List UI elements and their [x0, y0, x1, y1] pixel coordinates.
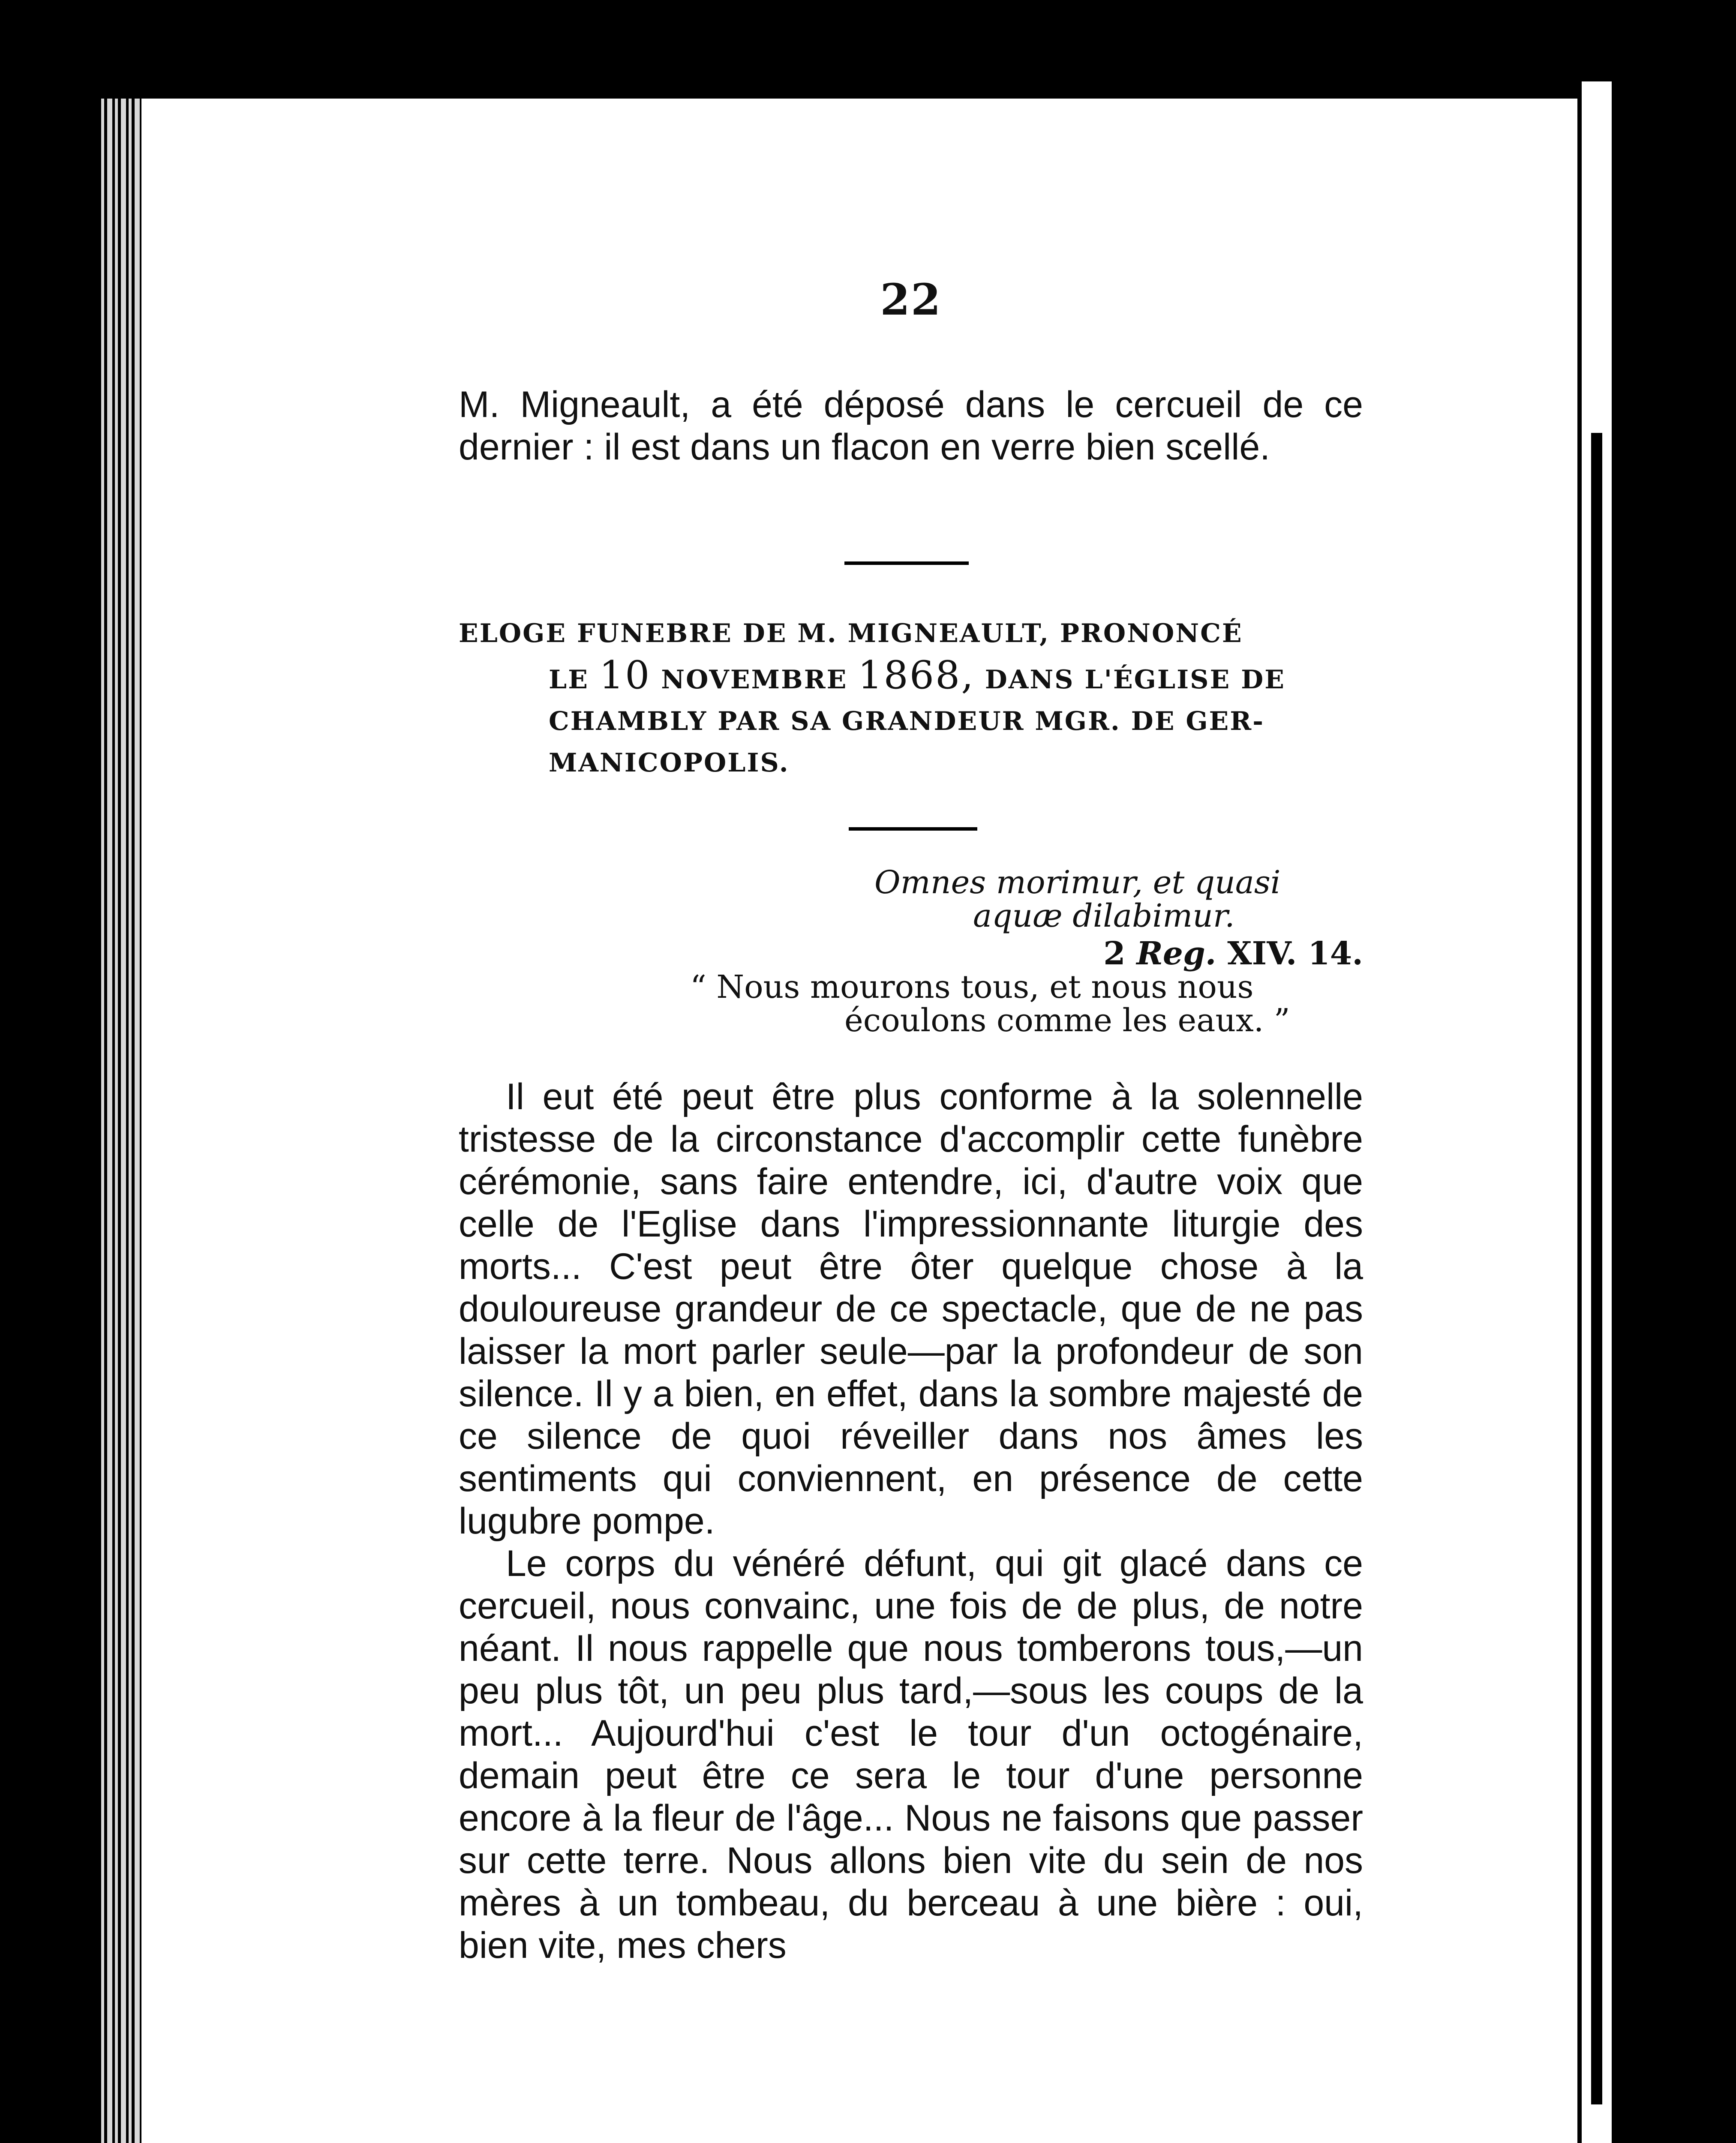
- page-number: 22: [880, 274, 942, 325]
- epigraph-latin-line-1: Omnes morimur, et quasi: [874, 864, 1281, 901]
- heading-line-2-pre: LE: [549, 665, 589, 695]
- heading-line-2: [459, 654, 1363, 701]
- epigraph-french-line-2: écoulons comme les eaux. ”: [844, 1002, 1290, 1039]
- epigraph-french-line-1: “ Nous mourons tous, et nous nous: [690, 969, 1254, 1005]
- separator-rule: [844, 561, 969, 565]
- epigraph-latin-line-2: aquæ dilabimur.: [973, 897, 1235, 934]
- ref-book: Reg.: [1136, 935, 1216, 972]
- heading-line-3: CHAMBLY PAR SA GRANDEUR MGR. DE GER-: [549, 706, 1265, 736]
- heading-line-4: MANICOPOLIS.: [549, 748, 790, 778]
- epigraph: [690, 864, 1363, 1039]
- heading-line-1: ELOGE FUNEBRE DE M. MIGNEAULT, PRONONCÉ: [459, 618, 1243, 648]
- epigraph-french: [690, 969, 1363, 1039]
- heading-month: NOVEMBRE: [661, 665, 848, 695]
- ref-chapter-verse: XIV. 14.: [1227, 935, 1363, 972]
- ref-number: 2: [1103, 935, 1126, 972]
- epigraph-reference: [827, 937, 1363, 970]
- section-heading: [459, 613, 1363, 784]
- page-gutter-edge: [99, 99, 146, 2143]
- body-paragraph-2: Le corps du vénéré défunt, qui git glacé dans ce cercueil, nous convainc, une fois de de plus, de notre néant. Il nous rappelle que nous tomberons tous,—un peu plus tôt, un peu plus tard,—sous les coups de la mort... Aujourd'hui c'est le tour d'un octogénaire, demain peut être ce sera le tour d'une personne encore à la fleur de l'âge... Nous ne faisons que passer sur cette terre. Nous allons bien vite du sein de nos mères à un tombeau, du berceau à une bière : oui, bien vite, mes chers: [459, 1543, 1363, 1966]
- heading-day: 10: [599, 653, 651, 698]
- epigraph-latin: [827, 866, 1363, 933]
- heading-line-2-post: DANS L'ÉGLISE DE: [985, 665, 1285, 695]
- separator-rule-2: [849, 827, 977, 831]
- body-text: [459, 1076, 1363, 1967]
- heading-year: 1868,: [858, 653, 975, 698]
- page-right-edge: [1582, 81, 1612, 2143]
- opening-paragraph: M. Migneault, a été déposé dans le cercueil de ce dernier : il est dans un flacon en verre bien scellé.: [459, 384, 1363, 468]
- body-paragraph-1: Il eut été peut être plus conforme à la solennelle tristesse de la circonstance d'accomplir cette funèbre cérémonie, sans faire entendre, ici, d'autre voix que celle de l'Eglise dans l'impressionnante liturgie des morts... C'est peut être ôter quelque chose à la douloureuse grandeur de ce spectacle, que de ne pas laisser la mort parler seule—par la profondeur de son silence. Il y a bien, en effet, dans la sombre majesté de ce silence de quoi réveiller dans nos âmes les sentiments qui conviennent, en présence de cette lugubre pompe.: [459, 1076, 1363, 1542]
